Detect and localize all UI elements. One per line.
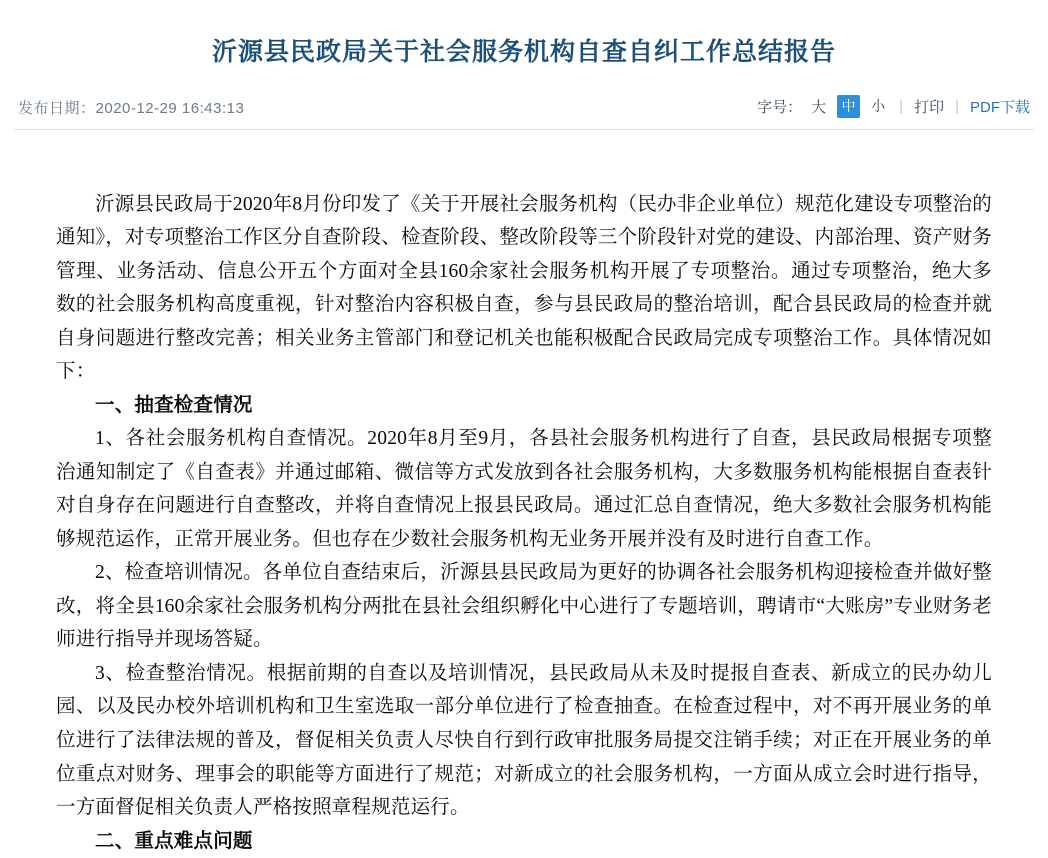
font-size-large-button[interactable]: 大	[811, 98, 827, 116]
document-toolbar	[757, 95, 1030, 118]
publish-date-label: 发布日期：	[18, 99, 96, 117]
pdf-download-link[interactable]: PDF下载	[969, 98, 1030, 116]
print-button[interactable]: 打印	[914, 98, 945, 116]
font-size-medium-button[interactable]: 中	[837, 95, 860, 118]
toolbar-divider-2: |	[955, 97, 959, 115]
page-title: 沂源县民政局关于社会服务机构自查自纠工作总结报告	[211, 38, 836, 66]
body-paragraph: 沂源县民政局于2020年8月份印发了《关于开展社会服务机构（民办非企业单位）规范化建设专项整治的通知》，对专项整治工作区分自查阶段、检查阶段、整改阶段等三个阶段针对党的建设、内部治理、资产财务管理、业务活动、信息公开五个方面对全县160余家社会服务机构开展了专项整治。通过专项整治，绝大多数的社会服务机构高度重视，针对整治内容积极自查，参与县民政局的整治培训，配合县民政局的检查并就自身问题进行整改完善；相关业务主管部门和登记机关也能积极配合民政局完成专项整治工作。具体情况如下：	[56, 193, 992, 383]
body-paragraph: 2、检查培训情况。各单位自查结束后，沂源县县民政局为更好的协调各社会服务机构迎接检查并做好整改，将全县160余家社会服务机构分两批在县社会组织孵化中心进行了专题培训，聘请市“大账房”专业财务老师进行指导并现场答疑。	[56, 562, 992, 651]
toolbar-divider-1: |	[899, 97, 904, 115]
body-section-heading: 一、抽查检查情况	[95, 394, 253, 416]
publish-date-value: 2020-12-29 16:43:13	[95, 99, 245, 117]
body-paragraph: 1、各社会服务机构自查情况。2020年8月至9月，各县社会服务机构进行了自查，县民政局根据专项整治通知制定了《自查表》并通过邮箱、微信等方式发放到各社会服务机构，大多数服务机构能根据自查表针对自身存在问题进行自查整改，并将自查情况上报县民政局。通过汇总自查情况，绝大多数社会服务机构能够规范运作，正常开展业务。但也存在少数社会服务机构无业务开展并没有及时进行自查工作。	[56, 428, 992, 550]
font-size-small-button[interactable]: 小	[871, 98, 886, 114]
body-section-heading: 二、重点难点问题	[95, 830, 253, 852]
publish-date	[18, 97, 244, 118]
body-paragraph: 3、检查整治情况。根据前期的自查以及培训情况，县民政局从未及时提报自查表、新成立的民办幼儿园、以及民办校外培训机构和卫生室选取一部分单位进行了检查抽查。在检查过程中，对不再开展业务的单位进行了法律法规的普及，督促相关负责人尽快自行到行政审批服务局提交注销手续；对正在开展业务的单位重点对财务、理事会的职能等方面进行了规范；对新成立的社会服务机构，一方面从成立会时进行指导，一方面督促相关负责人严格按照章程规范运行。	[56, 662, 992, 819]
document-body	[56, 188, 992, 852]
fontsize-label: 字号：	[757, 98, 803, 116]
meta-bar	[14, 95, 1034, 130]
